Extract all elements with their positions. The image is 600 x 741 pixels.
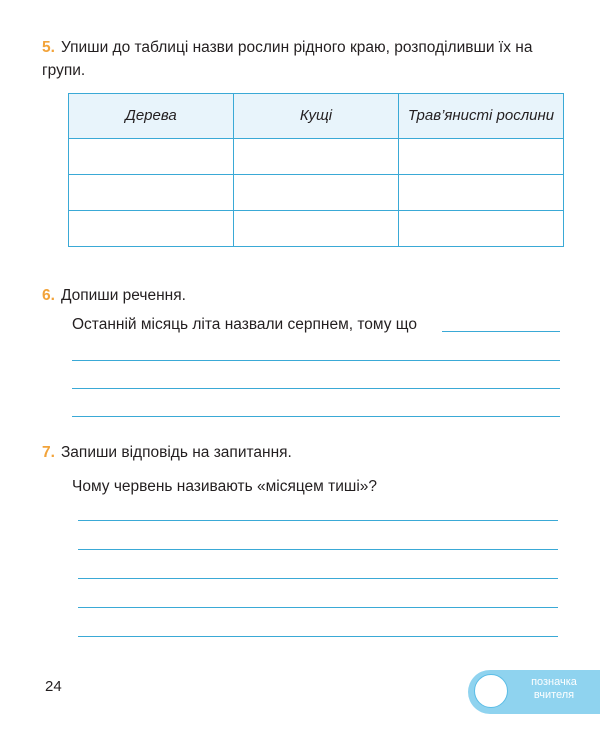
table-cell[interactable] (69, 139, 234, 175)
answer-line[interactable] (78, 607, 558, 608)
answer-line[interactable] (78, 636, 558, 637)
table-row (69, 139, 564, 175)
table-cell[interactable] (234, 139, 399, 175)
task-5-number: 5. (42, 39, 55, 56)
table-row (69, 175, 564, 211)
table-row (69, 211, 564, 247)
task-5 (42, 36, 562, 83)
table-cell[interactable] (234, 211, 399, 247)
task-6-text: Допиши речення. (60, 287, 186, 304)
answer-line[interactable] (78, 520, 558, 521)
header-shrubs: Кущі (234, 94, 399, 139)
table-cell[interactable] (399, 139, 564, 175)
task-6-sentence: Останній місяць літа назвали серпнем, тому що (72, 316, 417, 333)
page-number: 24 (45, 678, 62, 695)
task-7 (42, 441, 292, 464)
table-cell[interactable] (69, 175, 234, 211)
teacher-mark-circle[interactable] (474, 674, 508, 708)
task-7-text: Запиши відповідь на запитання. (60, 444, 292, 461)
table-cell[interactable] (399, 175, 564, 211)
table-cell[interactable] (399, 211, 564, 247)
answer-line[interactable] (78, 549, 558, 550)
plants-table (68, 93, 564, 247)
answer-line[interactable] (72, 360, 560, 361)
task-5-text: Упиши до таблиці назви рослин рідного краю, розподіливши їх на групи. (42, 39, 533, 80)
teacher-mark-label (514, 676, 594, 702)
header-trees: Дерева (69, 94, 234, 139)
task-6 (42, 284, 186, 307)
teacher-mark-line-2: вчителя (533, 689, 575, 702)
answer-line[interactable] (72, 388, 560, 389)
answer-line[interactable] (442, 331, 560, 332)
task-6-number: 6. (42, 287, 55, 304)
table-header-row (69, 94, 564, 139)
table-cell[interactable] (69, 211, 234, 247)
header-herbs: Трав’янисті рослини (399, 94, 564, 139)
table-cell[interactable] (234, 175, 399, 211)
teacher-mark-line-1: позначка (531, 676, 577, 688)
answer-line[interactable] (72, 416, 560, 417)
answer-line[interactable] (78, 578, 558, 579)
task-7-number: 7. (42, 444, 55, 461)
task-7-question: Чому червень називають «місяцем тиші»? (72, 478, 378, 495)
teacher-mark-badge (468, 670, 600, 714)
